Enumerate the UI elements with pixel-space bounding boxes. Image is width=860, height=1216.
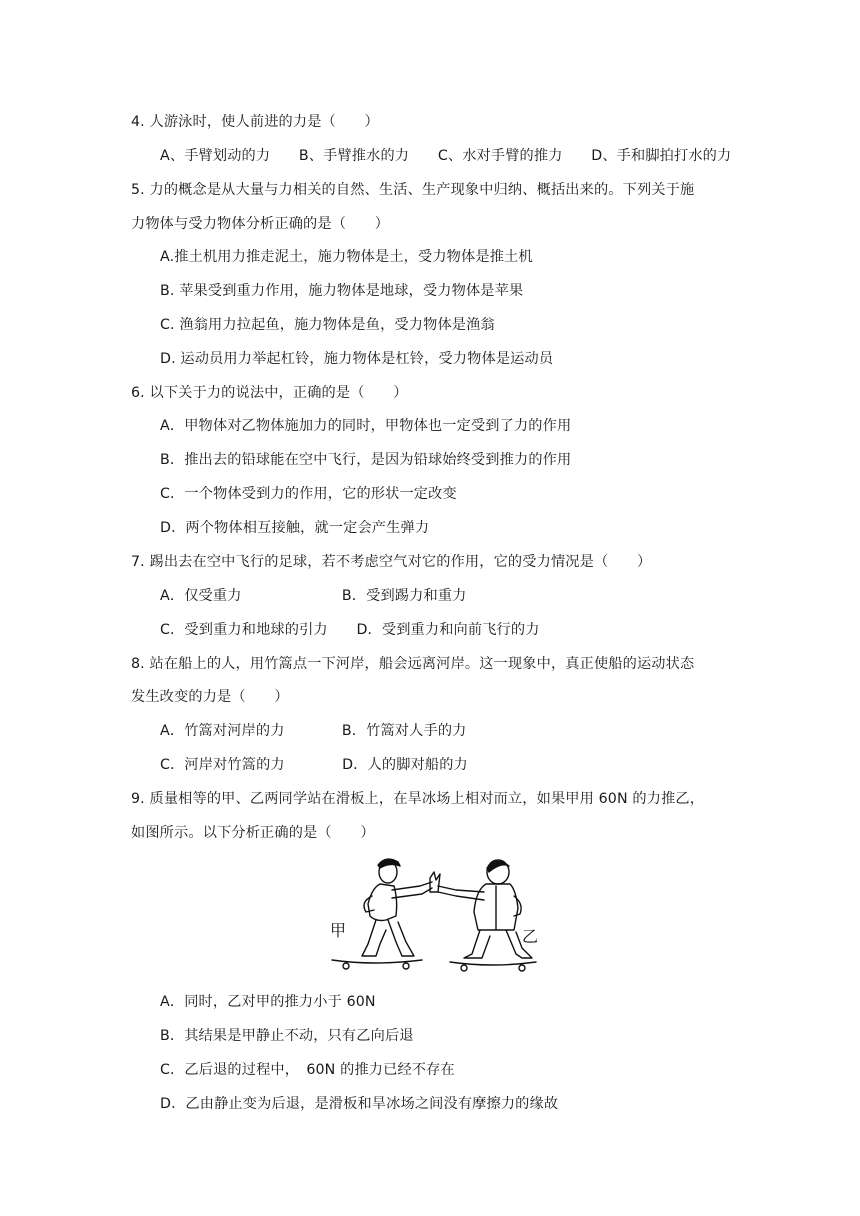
question-4: 4. 人游泳时，使人前进的力是（ ） <box>131 114 379 130</box>
question-6-option-a: A．甲物体对乙物体施加力的同时，甲物体也一定受到了力的作用 <box>160 418 572 434</box>
question-5-line-1: 5. 力的概念是从大量与力相关的自然、生活、生产现象中归纳、概括出来的。下列关于施 <box>131 182 695 198</box>
question-7-options-cd: C．受到重力和地球的引力 D．受到重力和向前飞行的力 <box>160 622 540 638</box>
question-9-line-1: 9. 质量相等的甲、乙两同学站在滑板上，在旱冰场上相对而立，如果甲用 60N 的力推乙， <box>131 791 705 807</box>
question-5-option-b: B. 苹果受到重力作用，施力物体是地球，受力物体是苹果 <box>160 283 524 299</box>
question-6-option-b: B．推出去的铅球能在空中飞行，是因为铅球始终受到推力的作用 <box>160 452 572 468</box>
person-left-hair <box>378 859 400 868</box>
question-5-option-c: C. 渔翁用力拉起鱼，施力物体是鱼，受力物体是渔翁 <box>160 317 495 333</box>
question-9-option-d: D．乙由静止变为后退，是滑板和旱冰场之间没有摩擦力的缘故 <box>160 1096 559 1112</box>
skater-figure <box>326 852 540 976</box>
question-9-line-2: 如图所示。以下分析正确的是（ ） <box>131 825 375 841</box>
question-8-line-2: 发生改变的力是（ ） <box>131 689 289 705</box>
question-8-line-1: 8. 站在船上的人，用竹篙点一下河岸，船会远离河岸。这一现象中，真正使船的运动状态 <box>131 656 695 672</box>
person-right-leg <box>464 930 490 958</box>
question-7: 7. 踢出去在空中飞行的足球，若不考虑空气对它的作用，它的受力情况是（ ） <box>131 554 652 570</box>
question-5-option-a: A.推土机用力推走泥土，施力物体是土，受力物体是推土机 <box>160 249 533 265</box>
question-5-option-d: D. 运动员用力举起杠铃，施力物体是杠铃，受力物体是运动员 <box>160 351 554 367</box>
question-5-line-2: 力物体与受力物体分析正确的是（ ） <box>131 216 390 232</box>
figure-label-left: 甲 <box>330 921 347 940</box>
question-6-option-c: C．一个物体受到力的作用，它的形状一定改变 <box>160 486 457 502</box>
person-left-arm-push <box>392 882 432 890</box>
question-6-option-d: D．两个物体相互接触，就一定会产生弹力 <box>160 520 430 536</box>
question-4-options: A、手臂划动的力 B、手臂推水的力 C、水对手臂的推力 D、手和脚拍打水的力 <box>160 148 732 164</box>
question-9-option-b: B．其结果是甲静止不动，只有乙向后退 <box>160 1028 414 1044</box>
person-right-arm <box>438 886 484 892</box>
question-8-options-ab: A．竹篙对河岸的力 B．竹篙对人手的力 <box>160 723 467 739</box>
question-9-option-c: C．乙后退的过程中， 60N 的推力已经不存在 <box>160 1062 455 1078</box>
question-7-options-ab: A．仅受重力 B．受到踢力和重力 <box>160 588 467 604</box>
skater-illustration <box>326 852 540 976</box>
person-left-leg <box>362 920 386 956</box>
figure-label-right: 乙 <box>522 927 539 946</box>
question-8-options-cd: C．河岸对竹篙的力 D．人的脚对船的力 <box>160 757 468 773</box>
question-9-option-a: A．同时，乙对甲的推力小于 60N <box>160 994 376 1010</box>
question-6: 6. 以下关于力的说法中，正确的是（ ） <box>131 385 408 401</box>
